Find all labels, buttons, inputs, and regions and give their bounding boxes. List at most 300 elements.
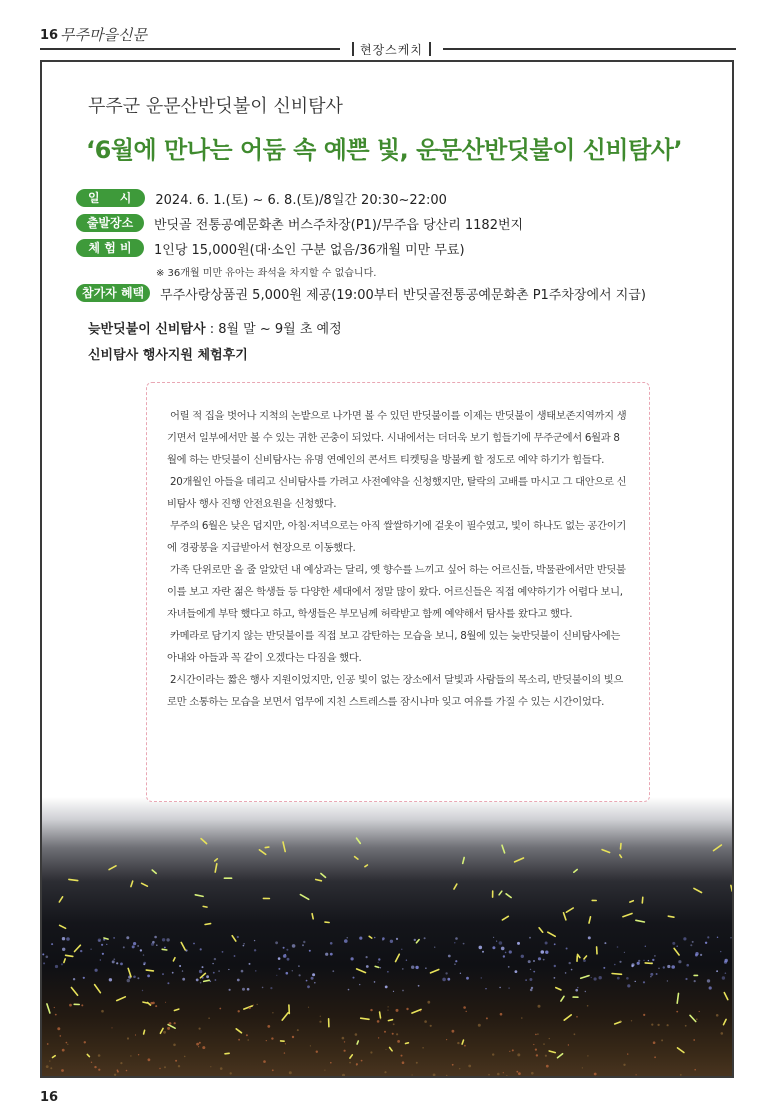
blue-light-dot [720,951,721,952]
firefly-streak [623,914,632,917]
grass-fleck [127,1037,129,1039]
grass-fleck [253,1005,254,1006]
blue-light-dot [359,937,362,940]
blue-light-dot [378,958,380,960]
blue-light-dot [147,975,150,978]
blue-light-dot [717,937,718,938]
blue-light-dot [396,938,398,940]
grass-fleck [135,1034,136,1035]
blue-light-dot [229,989,231,991]
blue-light-dot [466,977,469,980]
blue-light-dot [627,984,630,987]
blue-light-dot [485,988,486,989]
grass-fleck [81,1004,83,1006]
grass-fleck [266,1040,267,1041]
blue-light-dot [705,942,707,944]
review-title: 신비탐사 행사지원 체험후기 [88,348,248,363]
blue-light-dot [143,954,144,955]
grass-fleck [377,1020,380,1023]
grass-fleck [169,1022,172,1025]
grass-fleck [220,1067,223,1070]
grass-fleck [509,1051,510,1052]
grass-fleck [397,1040,400,1043]
blue-light-dot [650,973,653,976]
fee-text: 1인당 15,000원(대·소인 구분 없음/36개월 미만 무료) [154,242,465,258]
info-row-benefit [76,281,716,305]
blue-light-dot [307,985,310,988]
blue-light-dot [237,979,240,982]
firefly-streak [146,970,153,971]
firefly-streak [131,881,133,887]
blue-light-dot [434,947,435,948]
blue-light-dot [254,949,256,951]
grass-fleck [263,1060,266,1063]
section-label: 현장스케치 [360,42,423,57]
grass-fleck [219,1008,221,1010]
blue-light-dot [275,941,278,944]
blue-light-dot [626,977,629,980]
firefly-streak [181,942,185,950]
review-paragraph: 무주의 6월은 낮은 덥지만, 아침·저녁으로는 아직 쌀쌀하기에 겉옷이 필수였고, 빛이 하나도 없는 공간이기에 경광봉을 지급받아서 현장으로 이동했다. [167,520,627,554]
blue-light-dot [255,970,256,971]
blue-light-dot [286,972,289,975]
grass-fleck [422,1047,424,1049]
grass-fleck [685,1025,687,1027]
grass-fleck [272,1069,274,1071]
blue-light-dot [594,977,597,980]
grass-fleck [210,1066,211,1067]
firefly-streak [612,974,621,975]
firefly-streak [300,895,308,900]
firefly-streak [502,916,508,920]
blue-light-dot [212,963,213,964]
benefit-tag: 참가자 혜택 [76,284,150,302]
grass-fleck [384,1071,386,1073]
firefly-streak [558,1054,563,1058]
grass-fleck [433,1074,436,1077]
firefly-streak [539,928,543,932]
grass-fleck [54,1007,55,1008]
blue-light-dot [127,979,130,982]
blue-light-dot [249,963,251,965]
blue-light-dot [695,954,698,957]
section-bar-left [352,42,354,56]
blue-light-dot [167,982,169,984]
firefly-streak [265,847,269,848]
firefly-streak [724,1019,727,1024]
firefly-streak [602,850,610,853]
blue-light-dot [529,978,532,981]
firefly-streak [173,958,175,961]
blue-light-dot [508,987,510,989]
firefly-streak [406,1043,409,1044]
blue-light-dot [521,955,524,958]
firefly-streak [69,879,78,880]
grass-fleck [67,1044,68,1045]
review-paragraph: 카메라로 담기지 않는 반딧불이를 직접 보고 감탄하는 모습을 보니, 8월에 있는 늦반딧불이 신비탐사에는 아내와 아들과 꼭 같이 오겠다는 다짐을 했다. [167,630,621,664]
grass-fleck [199,1028,201,1030]
blue-light-dot [528,960,531,963]
blue-light-dot [137,977,139,979]
blue-light-dot [378,962,379,963]
grass-fleck [402,1061,405,1064]
blue-light-dot [83,977,85,979]
blue-light-dot [617,946,619,948]
blue-light-dot [276,975,277,976]
grass-fleck [497,1073,500,1076]
firefly-streak [515,858,524,862]
blue-light-dot [454,942,455,943]
blue-light-dot [415,966,418,969]
grass-fleck [238,1039,240,1041]
grass-fleck [386,1049,387,1050]
blue-light-dot [499,941,503,945]
grass-fleck [568,1044,569,1045]
grass-fleck [257,1004,258,1005]
grass-fleck [289,1071,292,1074]
firefly-streak [232,936,236,941]
grass-fleck [324,1070,325,1071]
review-box [146,382,650,802]
blue-light-dot [200,948,202,950]
grass-fleck [654,1056,656,1058]
firefly-streak [355,857,358,860]
grass-fleck [60,1035,62,1037]
firefly-streak [64,959,65,963]
grass-fleck [396,1009,399,1012]
benefit-text: 무주사랑상품권 5,000원 제공(19:00부터 반딧골전통공예문화촌 P1주차장에서 지급) [160,287,646,303]
page-number: 16 [40,28,59,43]
blue-light-dot [344,939,348,943]
grass-fleck [165,1002,166,1003]
grass-fleck [361,1060,363,1062]
blue-light-dot [51,943,53,945]
blue-light-dot [503,955,505,957]
blue-light-dot [455,937,458,940]
blue-light-dot [650,976,651,977]
firefly-streak [236,1029,241,1033]
firefly-streak [561,996,564,1001]
grass-fleck [388,1006,389,1007]
grass-fleck [380,1019,381,1020]
firefly-streak [566,908,573,912]
grass-fleck [503,1072,504,1073]
blue-light-dot [588,936,591,939]
blue-light-dot [656,973,658,975]
article-subtitle: 무주군 운문산반딧불이 신비탐사 [88,96,343,117]
grass-fleck [392,1033,394,1035]
blue-light-dot [133,942,136,945]
blue-light-dot [390,940,393,943]
blue-light-dot [725,972,727,974]
firefly-streak [390,1048,393,1051]
blue-light-dot [237,936,239,938]
blue-light-dot [631,965,633,967]
grass-fleck [636,1074,637,1075]
blue-light-dot [164,947,166,949]
grass-fleck [587,1005,589,1007]
grass-fleck [378,1037,379,1038]
blue-light-dot [499,987,500,988]
blue-light-dot [162,973,164,975]
blue-light-dot [424,937,426,939]
blue-light-dot [678,960,681,963]
grass-fleck [98,1069,100,1071]
grass-fleck [202,1046,205,1049]
blue-light-dot [585,991,586,992]
blue-light-dot [222,951,224,953]
grass-fleck [452,1030,455,1033]
blue-light-dot [694,980,696,982]
firefly-streak [244,1006,253,1009]
firefly-streak [160,1028,163,1033]
grass-fleck [178,1065,180,1067]
firefly-streak [584,956,587,959]
firefly-streak [396,954,400,961]
grass-fleck [424,1020,427,1023]
firefly-streak [75,945,81,951]
blue-light-dot [312,973,315,976]
grass-fleck [130,1055,131,1056]
blue-light-dot [525,979,527,981]
blue-light-dot [42,953,44,955]
late-firefly-text: : 8월 말 ~ 9월 초 예정 [205,322,342,337]
firefly-streak [615,1022,621,1024]
firefly-streak [388,1020,392,1021]
grass-fleck [538,1005,541,1008]
blue-light-dot [496,941,497,942]
blue-light-dot [325,953,328,956]
grass-fleck [310,1045,311,1046]
blue-light-dot [648,960,649,961]
blue-light-dot [501,947,505,951]
blue-light-dot [722,976,725,979]
firefly-streak [506,894,511,898]
blue-light-dot [332,970,334,972]
grass-fleck [57,1027,60,1030]
blue-light-dot [330,942,333,945]
blue-light-dot [686,964,689,967]
firefly-streak [87,1054,89,1056]
grass-fleck [405,1076,407,1078]
blue-light-dot [531,987,533,989]
blue-light-dot [287,958,290,961]
firefly-streak [412,1010,421,1014]
blue-light-dot [414,939,416,941]
blue-light-dot [283,954,287,958]
late-firefly-schedule [88,318,342,337]
blue-light-dot [447,978,450,981]
firefly-streak [463,858,465,864]
grass-fleck [680,1074,682,1076]
blue-light-dot [247,988,250,991]
grass-fleck [531,1072,534,1075]
blue-light-dot [143,963,145,965]
article-headline: ‘6월에 만나는 어둠 속 예쁜 빛, 운문산반딧불이 신비탐사’ [86,136,683,164]
grass-fleck [117,1069,119,1071]
review-paragraph: 20개월인 아들을 데리고 신비탐사를 가려고 사전예약을 신청했지만, 탈락의 고배를 마시고 그 대안으로 신비탐사 행사 진행 안전요원을 신청했다. [167,476,627,510]
blue-light-dot [73,978,75,980]
blue-light-dot [672,942,675,945]
blue-light-dot [206,975,209,978]
blue-light-dot [214,958,216,960]
firefly-streak [259,850,265,855]
review-paragraph: 어릴 적 집을 벗어나 지척의 논밭으로 나가면 볼 수 있던 반딧불이를 이제는 반딧불이 생태보존지역까지 생기면서 일부에서만 볼 수 있는 귀한 곤충이 되었다. 시내에서는 더더욱 보기 힘들기에 무주군에서 6월과 8월에 하는 반딧불이 신비탐사는 유명 연예인의 콘서트 티켓팅을 방불케 할 정도로 예약 하기가 힘들다. [167,410,627,466]
grass-fleck [384,1031,386,1033]
firefly-streak [152,870,156,873]
grass-fleck [198,1046,199,1047]
grass-fleck [427,1001,430,1004]
blue-light-dot [515,970,518,973]
blue-light-dot [302,944,304,946]
grass-fleck [284,1052,285,1053]
grass-fleck [396,1033,398,1035]
blue-light-dot [508,966,510,968]
blue-light-dot [725,959,728,962]
blue-light-dot [533,960,535,962]
grass-fleck [50,1067,52,1069]
grass-fleck [657,1024,659,1026]
grass-fleck [249,1007,251,1009]
grass-fleck [661,1039,663,1041]
grass-fleck [344,1050,346,1052]
firefly-streak [365,865,368,867]
blue-light-dot [55,965,58,968]
firefly-streak [674,948,679,955]
firefly-streak [731,885,732,891]
grass-fleck [521,1017,523,1019]
firefly-streak [549,1051,555,1053]
firefly-photo-graphic [42,797,732,1078]
firefly-streak [357,838,361,843]
firefly-streak [162,949,167,950]
blue-light-dot [401,949,402,950]
grass-fleck [66,1042,68,1044]
blue-light-dot [676,945,678,947]
grass-fleck [623,1064,625,1066]
blue-light-dot [658,968,659,969]
blue-light-dot [303,941,305,943]
blue-light-dot [182,978,185,981]
blue-light-dot [366,956,368,958]
grass-fleck [478,1024,481,1027]
blue-light-dot [120,963,123,966]
blue-light-dot [353,977,355,979]
grass-fleck [69,1004,72,1007]
grass-fleck [46,1065,49,1068]
blue-light-dot [116,962,118,964]
grass-fleck [543,1043,545,1045]
blue-light-dot [654,955,656,957]
grass-fleck [356,1063,358,1065]
firefly-streak [104,938,108,939]
grass-fleck [401,1055,403,1057]
grass-fleck [651,1024,653,1026]
blue-light-dot [382,937,385,940]
blue-light-dot [241,970,244,973]
blue-light-dot [635,981,636,982]
blue-light-dot [385,986,388,989]
grass-fleck [267,1025,270,1028]
grass-fleck [62,1049,65,1052]
blue-light-dot [445,972,447,974]
blue-light-dot [62,937,65,940]
grass-fleck [694,1069,696,1071]
grass-fleck [175,1060,177,1062]
firefly-streak [499,891,502,895]
blue-light-dot [425,968,426,969]
blue-light-dot [479,946,483,950]
departure-tag: 출발장소 [76,214,144,232]
blue-light-dot [123,946,125,948]
firefly-streak [621,844,622,850]
firefly-streak [462,1040,463,1044]
firefly-streak [375,966,379,967]
info-row-fee [76,236,716,260]
firefly-streak [369,936,372,938]
blue-light-dot [306,980,308,982]
blue-light-dot [351,957,354,960]
blue-light-dot [569,962,571,964]
firefly-streak [60,925,66,928]
review-paragraph: 가족 단위로만 올 줄 알았던 내 예상과는 달리, 옛 향수를 느끼고 싶어 하는 어르신들, 박물관에서만 반딧불이를 보고 자란 젊은 학생들 등 다양한 세대에서 정말 많이 왔다. 어르신들은 직접 예약하기가 어렵다 보니, 자녀들에게 부탁 했다고 하고, 학생들은 부모님께 허락받고 함께 예약해서 탐사를 왔다고 했다. [167,564,626,620]
blue-light-dot [614,964,616,966]
grass-fleck [349,1062,351,1064]
firefly-streak [350,1055,352,1058]
blue-light-dot [66,937,70,941]
blue-light-dot [106,944,107,945]
blue-light-dot [624,952,625,953]
firefly-streak [128,968,131,976]
grass-fleck [238,1010,240,1012]
grass-fleck [582,1067,583,1068]
grass-fleck [199,1042,201,1044]
grass-fleck [91,1062,92,1063]
blue-light-dot [228,969,229,970]
grass-fleck [486,1076,487,1077]
blue-light-dot [102,953,104,955]
blue-light-dot [577,987,578,988]
blue-light-dot [690,944,692,946]
firefly-streak [574,870,577,873]
newspaper-brand: 무주마을신문 [60,26,147,44]
firefly-streak [312,914,313,919]
blue-light-dot [80,950,82,952]
grass-fleck [285,1043,286,1044]
firefly-streak [174,1009,178,1010]
firefly-streak [316,880,322,881]
blue-light-dot [278,957,281,960]
blue-light-dot [406,960,407,961]
firefly-streak [581,976,589,979]
blue-light-dot [348,989,350,991]
blue-light-dot [142,990,143,991]
grass-fleck [699,1011,700,1012]
blue-light-dot [571,969,573,971]
firefly-streak [642,897,643,903]
blue-light-dot [700,954,702,956]
grass-fleck [196,1043,199,1046]
info-row-departure [76,211,716,235]
grass-fleck [342,1037,345,1040]
grass-fleck [320,1016,321,1017]
blue-light-dot [278,968,280,970]
late-firefly-label: 늦반딧불이 신비탐사 [88,322,206,337]
grass-fleck [518,1072,521,1075]
grass-fleck [420,1010,421,1011]
blue-light-dot [374,981,376,983]
blue-light-dot [243,943,244,944]
